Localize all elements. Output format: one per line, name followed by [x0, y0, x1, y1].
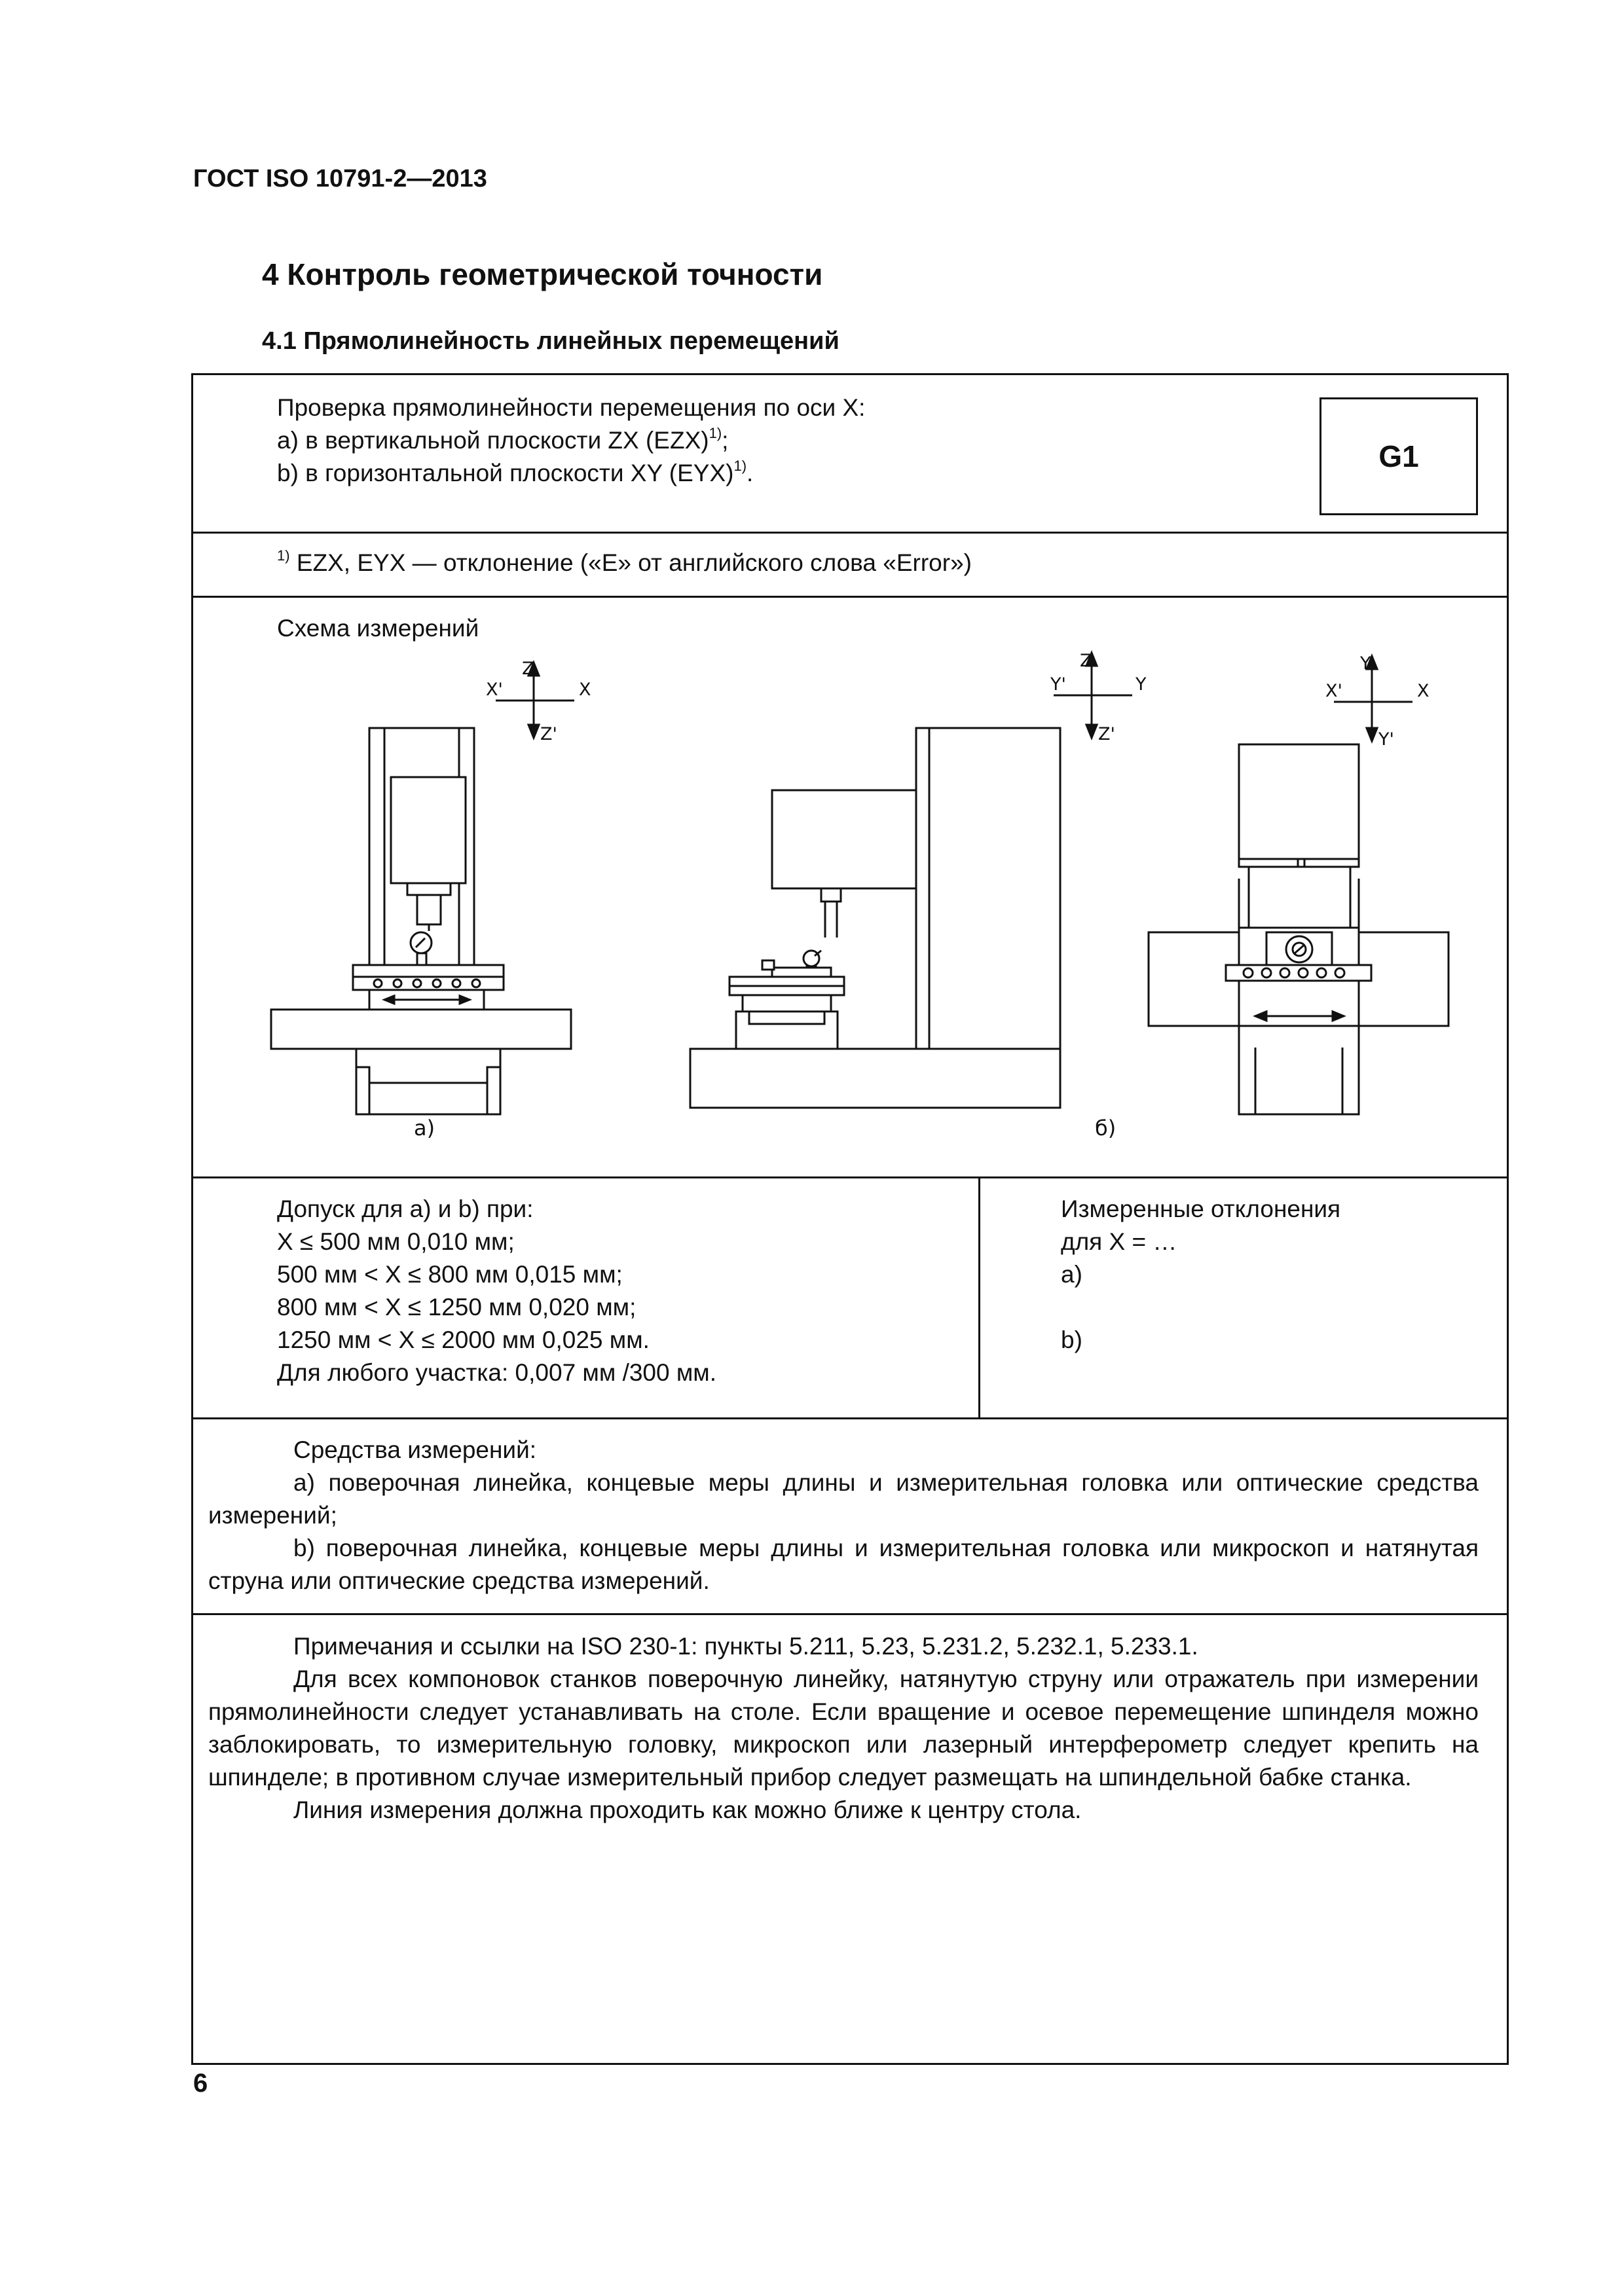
instruments-title: Средства измерений:	[293, 1436, 537, 1463]
measured-a: a)	[1061, 1261, 1082, 1288]
instruments-b: b) поверочная линейка, концевые меры длины и измерительная головка или микроскоп и натянутая струна или оптические средства измерений.	[208, 1535, 1479, 1594]
axes-zy-icon	[1054, 653, 1132, 738]
section-subtitle: 4.1 Прямолинейность линейных перемещений	[262, 327, 840, 355]
check-line-3: b) в горизонтальной плоскости XY (EYX)$^{1)}$.	[277, 458, 754, 486]
check-description	[277, 392, 1299, 490]
section-title: 4 Контроль геометрической точности	[262, 257, 823, 291]
tolerance-line: Для любого участка: 0,007 мм /300 мм.	[277, 1359, 717, 1386]
notes-paragraph-2: Линия измерения должна проходить как можно ближе к центру стола.	[293, 1796, 1082, 1823]
machine-top-view	[1149, 744, 1449, 1026]
tolerance-line: Допуск для a) и b) при:	[277, 1195, 534, 1222]
footnote-text: EZX, EYX — отклонение («E» от английского слова «Error»)	[296, 549, 972, 576]
measured-b: b)	[1061, 1326, 1082, 1353]
notes-title: Примечания и ссылки на ISO 230-1: пункты 5.211, 5.23, 5.231.2, 5.232.1, 5.233.1.	[293, 1633, 1198, 1660]
measurement-scheme-figure	[191, 597, 1509, 1176]
dial-indicator-top-icon	[1286, 936, 1312, 962]
table-divider	[191, 1417, 1509, 1419]
check-code: G1	[1378, 439, 1419, 473]
table-divider	[191, 1176, 1509, 1178]
straightedge-ruler	[353, 965, 504, 990]
tolerance-block	[277, 1193, 965, 1389]
axis-label-zp2: Z'	[1098, 724, 1115, 744]
table-column-divider	[978, 1176, 980, 1417]
work-table	[271, 990, 571, 1114]
axis-label-xp3: X'	[1325, 681, 1342, 701]
check-line-2: a) в вертикальной плоскости ZX (EZX)$^{1)}$;	[277, 425, 729, 454]
axis-label-y2: Y	[1135, 674, 1147, 695]
straightedge-side	[690, 960, 1060, 1108]
check-code-box	[1320, 397, 1478, 515]
notes-block	[208, 1630, 1479, 1827]
instruments-block	[208, 1434, 1479, 1597]
instruments-a: a) поверочная линейка, концевые меры длины и измерительная головка или оптические средства измерений;	[208, 1469, 1479, 1529]
notes-paragraph-1: Для всех компоновок станков поверочную линейку, натянутую струну или отражатель при измерении прямолинейности следует устанавливать на столе. Если вращение и осевое перемещение шпинделя можно заблокировать, то измерительную головку, микроскоп или лазерный интерферометр следует крепить на шпинделе; в противном случае измерительный прибор следует размещать на шпиндельной бабке станка.	[208, 1666, 1479, 1791]
axis-label-y3: Y	[1360, 653, 1371, 674]
page-number: 6	[193, 2069, 208, 2098]
check-line-1: Проверка прямолинейности перемещения по оси X:	[277, 394, 866, 421]
measured-title: Измеренные отклонения	[1061, 1195, 1341, 1222]
dial-indicator-icon	[411, 932, 432, 965]
footnote	[277, 547, 972, 579]
footnote-mark: 1)	[277, 547, 290, 564]
axes-yx-icon	[1334, 656, 1412, 741]
axis-label-yp2: Y'	[1050, 674, 1066, 695]
axes-zx-icon	[496, 663, 574, 738]
axis-label-yp3: Y'	[1378, 729, 1394, 750]
axis-label-x3: X	[1417, 681, 1430, 701]
axis-label-xp1: X'	[486, 680, 503, 700]
axis-label-z2: Z	[1080, 651, 1092, 671]
scheme-title: Схема измерений	[277, 615, 479, 642]
table-divider	[191, 532, 1509, 534]
table-divider	[191, 1613, 1509, 1615]
tolerance-line: X ≤ 500 мм 0,010 мм;	[277, 1228, 515, 1255]
caption-a: a)	[414, 1116, 435, 1140]
axis-label-z1: Z	[522, 659, 534, 679]
measured-for-x: для X = …	[1061, 1228, 1177, 1255]
tolerance-line: 500 мм < X ≤ 800 мм 0,015 мм;	[277, 1261, 623, 1288]
tolerance-line: 800 мм < X ≤ 1250 мм 0,020 мм;	[277, 1294, 637, 1321]
document-code: ГОСТ ISO 10791-2—2013	[193, 165, 487, 192]
caption-b: б)	[1095, 1116, 1116, 1140]
tolerance-line: 1250 мм < X ≤ 2000 мм 0,025 мм.	[277, 1326, 650, 1353]
measured-deviations	[1061, 1193, 1486, 1357]
axis-label-zp1: Z'	[540, 724, 557, 744]
axis-label-x1: X	[579, 680, 591, 700]
